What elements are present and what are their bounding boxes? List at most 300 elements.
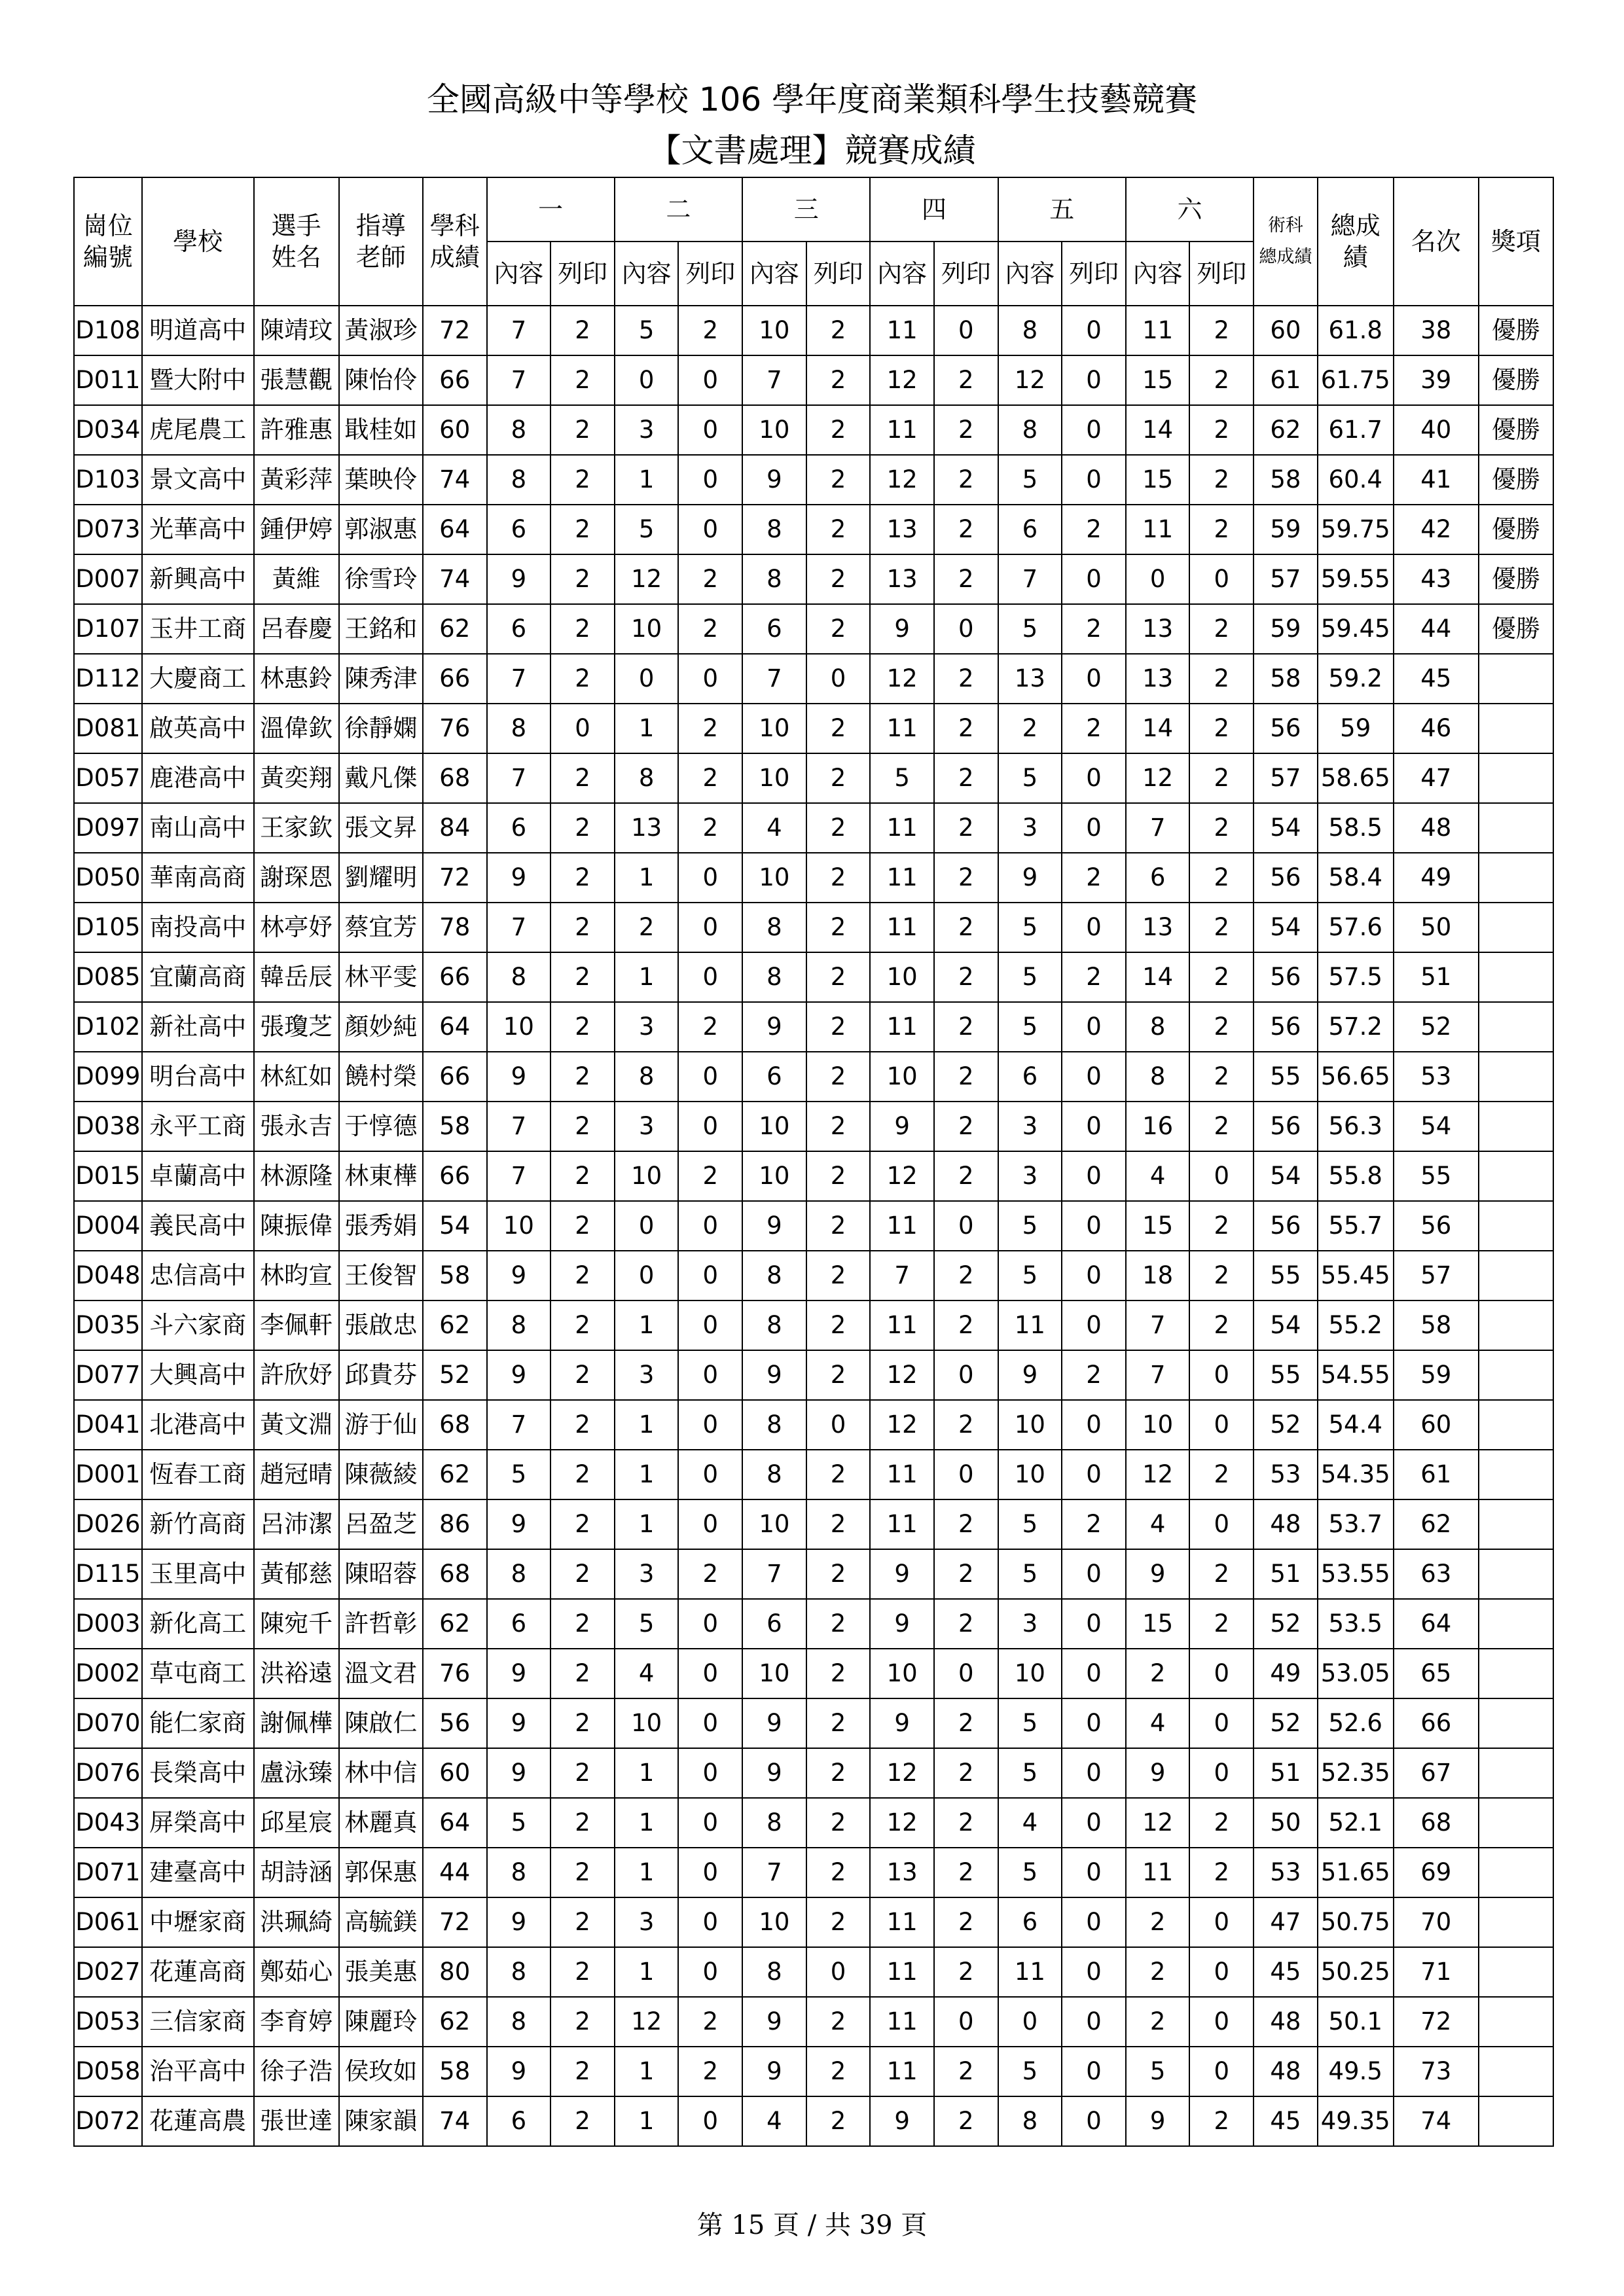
- print-score-cell: 0: [678, 1350, 742, 1400]
- print-score-cell: 2: [1189, 505, 1254, 554]
- teacher-cell: 侯玫如: [339, 2047, 423, 2096]
- skill-total-cell: 54: [1254, 1151, 1318, 1201]
- print-score-cell: 2: [550, 1052, 615, 1102]
- teacher-cell: 王俊智: [339, 1251, 423, 1300]
- header-group-5: 五: [998, 177, 1126, 242]
- print-score-cell: 2: [806, 1350, 871, 1400]
- table-row: [74, 1151, 1553, 1201]
- academic-score-cell: 72: [423, 1897, 487, 1947]
- content-score-cell: 1: [615, 952, 679, 1002]
- print-score-cell: 0: [1062, 1251, 1126, 1300]
- player-cell: 鍾伊婷: [254, 505, 339, 554]
- academic-score-cell: 58: [423, 2047, 487, 2096]
- content-score-cell: 8: [487, 1947, 551, 1997]
- print-score-cell: 0: [678, 505, 742, 554]
- school-cell: 新化高工: [142, 1599, 254, 1649]
- content-score-cell: 9: [742, 1997, 806, 2047]
- print-score-cell: 2: [934, 853, 998, 903]
- teacher-cell: 許哲彰: [339, 1599, 423, 1649]
- table-row: [74, 2047, 1553, 2096]
- print-score-cell: 2: [806, 604, 871, 654]
- school-cell: 能仁家商: [142, 1698, 254, 1748]
- print-score-cell: 2: [550, 455, 615, 505]
- content-score-cell: 11: [998, 1300, 1062, 1350]
- post-id-cell: D081: [74, 704, 142, 753]
- print-score-cell: 2: [550, 654, 615, 704]
- academic-score-cell: 78: [423, 903, 487, 952]
- content-score-cell: 5: [998, 1251, 1062, 1300]
- print-score-cell: 2: [550, 952, 615, 1002]
- content-score-cell: 1: [615, 1947, 679, 1997]
- table-row: [74, 654, 1553, 704]
- print-score-cell: 2: [934, 1798, 998, 1848]
- print-score-cell: 2: [806, 1151, 871, 1201]
- content-score-cell: 8: [1126, 1052, 1190, 1102]
- print-score-cell: 0: [678, 1499, 742, 1549]
- page-number: 第 15 頁 / 共 39 頁: [696, 2210, 928, 2240]
- print-score-cell: 2: [934, 753, 998, 803]
- content-score-cell: 9: [742, 1748, 806, 1798]
- player-cell: 徐子浩: [254, 2047, 339, 2096]
- player-cell: 呂春慶: [254, 604, 339, 654]
- content-score-cell: 5: [615, 306, 679, 355]
- print-score-cell: 0: [934, 1649, 998, 1698]
- print-score-cell: 0: [1062, 1002, 1126, 1052]
- print-score-cell: 2: [1189, 1450, 1254, 1499]
- content-score-cell: 7: [487, 1102, 551, 1151]
- academic-score-cell: 72: [423, 853, 487, 903]
- school-cell: 花蓮高農: [142, 2096, 254, 2146]
- content-score-cell: 10: [742, 853, 806, 903]
- content-score-cell: 1: [615, 2047, 679, 2096]
- teacher-cell: 張文昇: [339, 803, 423, 853]
- content-score-cell: 5: [998, 1201, 1062, 1251]
- rank-cell: 57: [1394, 1251, 1479, 1300]
- print-score-cell: 2: [550, 1897, 615, 1947]
- print-score-cell: 0: [1062, 1102, 1126, 1151]
- header-print: 列印: [678, 242, 742, 306]
- content-score-cell: 6: [742, 1052, 806, 1102]
- content-score-cell: 1: [615, 1848, 679, 1897]
- print-score-cell: 2: [550, 1748, 615, 1798]
- print-score-cell: 2: [550, 2047, 615, 2096]
- print-score-cell: 2: [1062, 604, 1126, 654]
- content-score-cell: 1: [615, 1400, 679, 1450]
- print-score-cell: 2: [806, 1201, 871, 1251]
- content-score-cell: 11: [998, 1947, 1062, 1997]
- school-cell: 鹿港高中: [142, 753, 254, 803]
- content-score-cell: 10: [487, 1201, 551, 1251]
- print-score-cell: 2: [550, 1798, 615, 1848]
- header-group-1: 一: [487, 177, 615, 242]
- print-score-cell: 2: [550, 1450, 615, 1499]
- skill-total-cell: 52: [1254, 1599, 1318, 1649]
- content-score-cell: 9: [742, 1698, 806, 1748]
- table-row: [74, 455, 1553, 505]
- content-score-cell: 10: [742, 1102, 806, 1151]
- player-cell: 林惠鈴: [254, 654, 339, 704]
- print-score-cell: 2: [934, 1499, 998, 1549]
- table-row: [74, 1549, 1553, 1599]
- content-score-cell: 5: [487, 1450, 551, 1499]
- content-score-cell: 11: [870, 2047, 934, 2096]
- print-score-cell: 2: [550, 554, 615, 604]
- table-row: [74, 1798, 1553, 1848]
- content-score-cell: 8: [1126, 1002, 1190, 1052]
- rank-cell: 55: [1394, 1151, 1479, 1201]
- content-score-cell: 11: [870, 704, 934, 753]
- skill-total-cell: 59: [1254, 505, 1318, 554]
- content-score-cell: 7: [870, 1251, 934, 1300]
- school-cell: 玉里高中: [142, 1549, 254, 1599]
- post-id-cell: D038: [74, 1102, 142, 1151]
- print-score-cell: 2: [550, 1102, 615, 1151]
- total-score-cell: 58.4: [1318, 853, 1394, 903]
- post-id-cell: D085: [74, 952, 142, 1002]
- teacher-cell: 林平雯: [339, 952, 423, 1002]
- content-score-cell: 4: [1126, 1698, 1190, 1748]
- skill-total-cell: 53: [1254, 1450, 1318, 1499]
- header-teacher: 指導 老師: [339, 177, 423, 306]
- content-score-cell: 7: [487, 1151, 551, 1201]
- content-score-cell: 8: [742, 1400, 806, 1450]
- print-score-cell: 2: [1189, 355, 1254, 405]
- content-score-cell: 11: [870, 1300, 934, 1350]
- table-row: [74, 604, 1553, 654]
- school-cell: 義民高中: [142, 1201, 254, 1251]
- content-score-cell: 15: [1126, 355, 1190, 405]
- teacher-cell: 徐靜嫻: [339, 704, 423, 753]
- academic-score-cell: 68: [423, 1549, 487, 1599]
- print-score-cell: 0: [1189, 2047, 1254, 2096]
- print-score-cell: 2: [1062, 1350, 1126, 1400]
- teacher-cell: 徐雪玲: [339, 554, 423, 604]
- content-score-cell: 18: [1126, 1251, 1190, 1300]
- academic-score-cell: 76: [423, 704, 487, 753]
- school-cell: 大興高中: [142, 1350, 254, 1400]
- content-score-cell: 8: [742, 1947, 806, 1997]
- post-id-cell: D107: [74, 604, 142, 654]
- content-score-cell: 9: [1126, 1549, 1190, 1599]
- print-score-cell: 2: [806, 1300, 871, 1350]
- post-id-cell: D061: [74, 1897, 142, 1947]
- total-score-cell: 55.7: [1318, 1201, 1394, 1251]
- print-score-cell: 0: [678, 405, 742, 455]
- content-score-cell: 11: [870, 903, 934, 952]
- award-cell: [1479, 2047, 1553, 2096]
- content-score-cell: 15: [1126, 1599, 1190, 1649]
- print-score-cell: 2: [550, 505, 615, 554]
- award-cell: [1479, 1450, 1553, 1499]
- print-score-cell: 2: [1189, 455, 1254, 505]
- print-score-cell: 0: [678, 1450, 742, 1499]
- post-id-cell: D034: [74, 405, 142, 455]
- player-cell: 黃文淵: [254, 1400, 339, 1450]
- academic-score-cell: 64: [423, 1798, 487, 1848]
- rank-cell: 69: [1394, 1848, 1479, 1897]
- table-row: [74, 1002, 1553, 1052]
- print-score-cell: 2: [934, 2096, 998, 2146]
- post-id-cell: D026: [74, 1499, 142, 1549]
- print-score-cell: 0: [678, 1848, 742, 1897]
- table-row: [74, 1300, 1553, 1350]
- content-score-cell: 8: [742, 952, 806, 1002]
- table-row: [74, 554, 1553, 604]
- print-score-cell: 0: [678, 1052, 742, 1102]
- print-score-cell: 2: [934, 1052, 998, 1102]
- print-score-cell: 2: [934, 1897, 998, 1947]
- award-cell: [1479, 1599, 1553, 1649]
- award-cell: [1479, 1251, 1553, 1300]
- print-score-cell: 2: [1189, 1251, 1254, 1300]
- award-cell: 優勝: [1479, 355, 1553, 405]
- print-score-cell: 2: [1189, 654, 1254, 704]
- player-cell: 邱星宸: [254, 1798, 339, 1848]
- print-score-cell: 2: [934, 654, 998, 704]
- school-cell: 三信家商: [142, 1997, 254, 2047]
- teacher-cell: 郭保惠: [339, 1848, 423, 1897]
- player-cell: 李佩軒: [254, 1300, 339, 1350]
- player-cell: 張瓊芝: [254, 1002, 339, 1052]
- rank-cell: 44: [1394, 604, 1479, 654]
- total-score-cell: 54.35: [1318, 1450, 1394, 1499]
- print-score-cell: 0: [934, 1450, 998, 1499]
- content-score-cell: 7: [998, 554, 1062, 604]
- rank-cell: 53: [1394, 1052, 1479, 1102]
- award-cell: [1479, 1102, 1553, 1151]
- print-score-cell: 2: [550, 1549, 615, 1599]
- teacher-cell: 陳啟仁: [339, 1698, 423, 1748]
- print-score-cell: 2: [806, 355, 871, 405]
- content-score-cell: 11: [1126, 1848, 1190, 1897]
- content-score-cell: 2: [1126, 1947, 1190, 1997]
- print-score-cell: 0: [1062, 1599, 1126, 1649]
- content-score-cell: 3: [615, 1549, 679, 1599]
- table-row: [74, 952, 1553, 1002]
- content-score-cell: 1: [615, 455, 679, 505]
- post-id-cell: D003: [74, 1599, 142, 1649]
- print-score-cell: 2: [1189, 1002, 1254, 1052]
- teacher-cell: 高毓鎂: [339, 1897, 423, 1947]
- skill-total-cell: 57: [1254, 753, 1318, 803]
- content-score-cell: 11: [870, 1499, 934, 1549]
- school-cell: 草屯商工: [142, 1649, 254, 1698]
- rank-cell: 39: [1394, 355, 1479, 405]
- post-id-cell: D105: [74, 903, 142, 952]
- award-cell: [1479, 1201, 1553, 1251]
- print-score-cell: 2: [1062, 505, 1126, 554]
- award-cell: [1479, 1748, 1553, 1798]
- page-title: 全國高級中等學校 106 學年度商業類科學生技藝競賽: [426, 81, 1198, 118]
- print-score-cell: 2: [806, 1102, 871, 1151]
- academic-score-cell: 62: [423, 1599, 487, 1649]
- player-cell: 陳振偉: [254, 1201, 339, 1251]
- content-score-cell: 12: [870, 1151, 934, 1201]
- total-score-cell: 59.75: [1318, 505, 1394, 554]
- print-score-cell: 2: [550, 1947, 615, 1997]
- school-cell: 虎尾農工: [142, 405, 254, 455]
- print-score-cell: 2: [550, 1997, 615, 2047]
- academic-score-cell: 84: [423, 803, 487, 853]
- print-score-cell: 2: [1189, 952, 1254, 1002]
- content-score-cell: 3: [615, 405, 679, 455]
- total-score-cell: 49.35: [1318, 2096, 1394, 2146]
- total-score-cell: 50.75: [1318, 1897, 1394, 1947]
- print-score-cell: 0: [1062, 1300, 1126, 1350]
- content-score-cell: 12: [1126, 1798, 1190, 1848]
- content-score-cell: 11: [870, 1897, 934, 1947]
- print-score-cell: 0: [1062, 753, 1126, 803]
- content-score-cell: 7: [487, 1400, 551, 1450]
- post-id-cell: D077: [74, 1350, 142, 1400]
- print-score-cell: 2: [934, 1698, 998, 1748]
- content-score-cell: 8: [998, 405, 1062, 455]
- content-score-cell: 13: [870, 1848, 934, 1897]
- skill-total-cell: 55: [1254, 1251, 1318, 1300]
- teacher-cell: 黃淑珍: [339, 306, 423, 355]
- school-cell: 景文高中: [142, 455, 254, 505]
- school-cell: 新竹高商: [142, 1499, 254, 1549]
- table-row: [74, 1897, 1553, 1947]
- award-cell: [1479, 1350, 1553, 1400]
- print-score-cell: 2: [1189, 1300, 1254, 1350]
- content-score-cell: 1: [615, 2096, 679, 2146]
- total-score-cell: 52.6: [1318, 1698, 1394, 1748]
- total-score-cell: 59.45: [1318, 604, 1394, 654]
- print-score-cell: 2: [678, 704, 742, 753]
- print-score-cell: 2: [1062, 704, 1126, 753]
- content-score-cell: 3: [998, 1151, 1062, 1201]
- content-score-cell: 7: [742, 355, 806, 405]
- print-score-cell: 0: [1062, 1201, 1126, 1251]
- print-score-cell: 2: [934, 1748, 998, 1798]
- content-score-cell: 4: [1126, 1151, 1190, 1201]
- content-score-cell: 9: [870, 1549, 934, 1599]
- content-score-cell: 2: [1126, 1897, 1190, 1947]
- school-cell: 玉井工商: [142, 604, 254, 654]
- print-score-cell: 0: [1062, 2096, 1126, 2146]
- print-score-cell: 2: [1062, 952, 1126, 1002]
- print-score-cell: 2: [806, 1698, 871, 1748]
- header-content: 內容: [742, 242, 806, 306]
- award-cell: [1479, 952, 1553, 1002]
- player-cell: 黃維: [254, 554, 339, 604]
- teacher-cell: 蔡宜芳: [339, 903, 423, 952]
- content-score-cell: 12: [870, 355, 934, 405]
- print-score-cell: 0: [678, 455, 742, 505]
- total-score-cell: 55.2: [1318, 1300, 1394, 1350]
- total-score-cell: 51.65: [1318, 1848, 1394, 1897]
- header-total: 總成 績: [1318, 177, 1394, 306]
- print-score-cell: 2: [1189, 803, 1254, 853]
- print-score-cell: 2: [934, 704, 998, 753]
- content-score-cell: 11: [870, 405, 934, 455]
- print-score-cell: 2: [806, 1798, 871, 1848]
- header-academic: 學科 成績: [423, 177, 487, 306]
- print-score-cell: 2: [550, 1201, 615, 1251]
- content-score-cell: 5: [998, 903, 1062, 952]
- content-score-cell: 7: [487, 753, 551, 803]
- skill-total-cell: 56: [1254, 1002, 1318, 1052]
- print-score-cell: 2: [806, 704, 871, 753]
- award-cell: [1479, 1549, 1553, 1599]
- table-row: [74, 803, 1553, 853]
- content-score-cell: 14: [1126, 952, 1190, 1002]
- teacher-cell: 戴凡傑: [339, 753, 423, 803]
- print-score-cell: 0: [678, 1649, 742, 1698]
- table-row: [74, 306, 1553, 355]
- content-score-cell: 5: [615, 1599, 679, 1649]
- content-score-cell: 10: [870, 1052, 934, 1102]
- print-score-cell: 0: [934, 1201, 998, 1251]
- player-cell: 林源隆: [254, 1151, 339, 1201]
- teacher-cell: 郭淑惠: [339, 505, 423, 554]
- print-score-cell: 0: [678, 654, 742, 704]
- skill-total-cell: 45: [1254, 2096, 1318, 2146]
- rank-cell: 42: [1394, 505, 1479, 554]
- print-score-cell: 2: [550, 1499, 615, 1549]
- academic-score-cell: 74: [423, 455, 487, 505]
- print-score-cell: 0: [678, 853, 742, 903]
- skill-total-cell: 61: [1254, 355, 1318, 405]
- print-score-cell: 2: [678, 306, 742, 355]
- rank-cell: 74: [1394, 2096, 1479, 2146]
- rank-cell: 59: [1394, 1350, 1479, 1400]
- academic-score-cell: 54: [423, 1201, 487, 1251]
- academic-score-cell: 72: [423, 306, 487, 355]
- print-score-cell: 2: [806, 1002, 871, 1052]
- print-score-cell: 2: [806, 1897, 871, 1947]
- content-score-cell: 9: [742, 1350, 806, 1400]
- print-score-cell: 2: [550, 903, 615, 952]
- content-score-cell: 7: [487, 654, 551, 704]
- rank-cell: 47: [1394, 753, 1479, 803]
- school-cell: 南投高中: [142, 903, 254, 952]
- player-cell: 謝佩樺: [254, 1698, 339, 1748]
- academic-score-cell: 56: [423, 1698, 487, 1748]
- print-score-cell: 0: [678, 1599, 742, 1649]
- award-cell: 優勝: [1479, 604, 1553, 654]
- print-score-cell: 0: [1189, 554, 1254, 604]
- content-score-cell: 7: [487, 355, 551, 405]
- school-cell: 花蓮高商: [142, 1947, 254, 1997]
- teacher-cell: 于惇德: [339, 1102, 423, 1151]
- content-score-cell: 9: [998, 853, 1062, 903]
- player-cell: 陳靖玟: [254, 306, 339, 355]
- content-score-cell: 4: [615, 1649, 679, 1698]
- print-score-cell: 2: [678, 1151, 742, 1201]
- teacher-cell: 陳怡伶: [339, 355, 423, 405]
- print-score-cell: 2: [806, 1549, 871, 1599]
- total-score-cell: 61.75: [1318, 355, 1394, 405]
- player-cell: 黃彩萍: [254, 455, 339, 505]
- print-score-cell: 0: [1189, 1748, 1254, 1798]
- academic-score-cell: 76: [423, 1649, 487, 1698]
- print-score-cell: 0: [1062, 1848, 1126, 1897]
- content-score-cell: 2: [1126, 1649, 1190, 1698]
- content-score-cell: 9: [1126, 2096, 1190, 2146]
- content-score-cell: 7: [742, 654, 806, 704]
- print-score-cell: 2: [934, 1151, 998, 1201]
- content-score-cell: 0: [615, 1201, 679, 1251]
- print-score-cell: 2: [1062, 853, 1126, 903]
- table-row: [74, 1052, 1553, 1102]
- print-score-cell: 2: [1189, 1848, 1254, 1897]
- player-cell: 趙冠晴: [254, 1450, 339, 1499]
- rank-cell: 70: [1394, 1897, 1479, 1947]
- print-score-cell: 2: [806, 803, 871, 853]
- print-score-cell: 2: [550, 1002, 615, 1052]
